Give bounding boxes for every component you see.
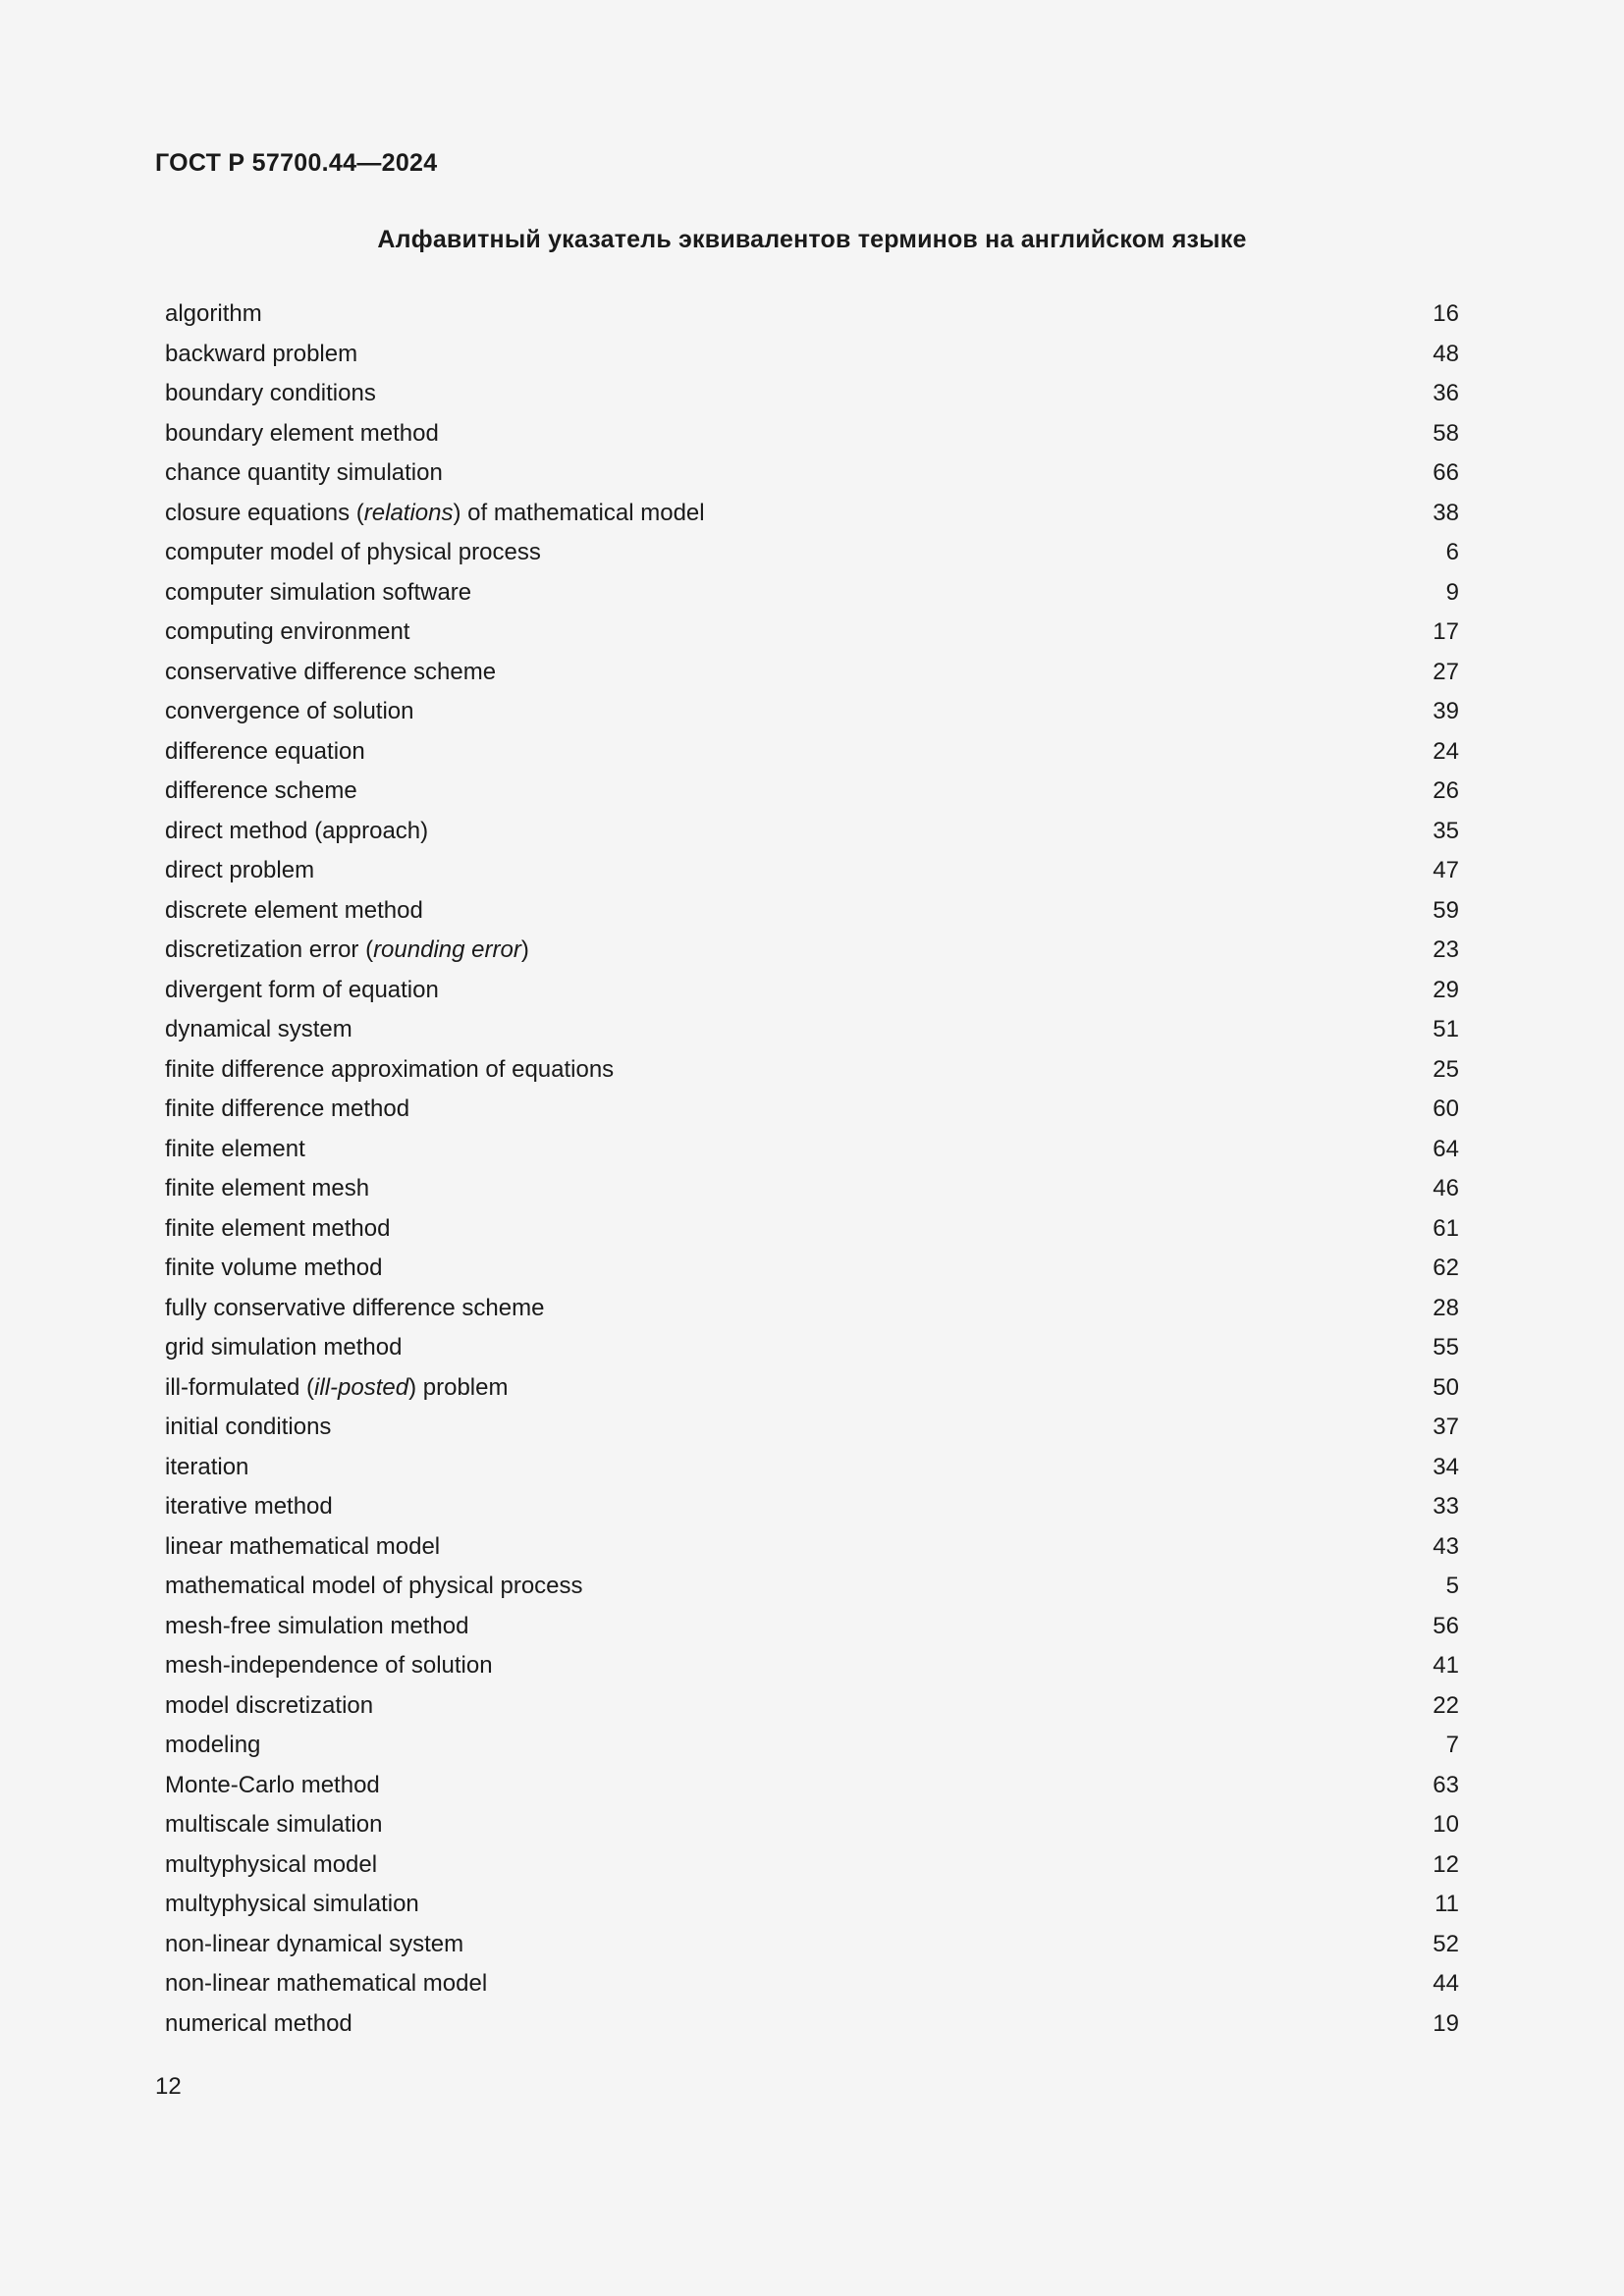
term-part: grid simulation method	[165, 1334, 403, 1361]
term-part: algorithm	[165, 300, 262, 327]
page-number: 12	[155, 2073, 182, 2100]
index-entry	[165, 1771, 1459, 1811]
term-part: computer model of physical process	[165, 539, 541, 565]
index-entry	[165, 776, 1459, 817]
index-entry	[165, 1453, 1459, 1493]
term-part: finite element mesh	[165, 1175, 370, 1201]
index-entry-number: 59	[1433, 896, 1459, 924]
term-italic-part: relations	[363, 499, 454, 526]
index-entry	[165, 1373, 1459, 1414]
index-entry-number: 6	[1445, 539, 1459, 565]
index-entry	[165, 1969, 1459, 2009]
index-entry-number: 48	[1433, 340, 1459, 367]
index-entry-term	[165, 976, 439, 1005]
index-entry-term	[165, 1373, 508, 1403]
index-entry	[165, 499, 1459, 539]
term-part: direct method (approach)	[165, 817, 429, 844]
index-entry-number: 61	[1433, 1214, 1459, 1242]
term-part: multyphysical simulation	[165, 1891, 419, 1917]
index-entry-number: 38	[1433, 499, 1459, 526]
index-entry-term	[165, 817, 428, 846]
index-entry	[165, 935, 1459, 976]
index-entry-term	[165, 1413, 331, 1442]
index-entry-number: 60	[1433, 1095, 1459, 1122]
index-entry	[165, 1095, 1459, 1135]
index-entry	[165, 299, 1459, 340]
index-entry-term	[165, 1333, 402, 1362]
index-entry	[165, 1055, 1459, 1095]
index-entry	[165, 379, 1459, 419]
index-entry-number: 16	[1433, 300, 1459, 327]
term-part: mesh-independence of solution	[165, 1652, 493, 1679]
term-part: numerical method	[165, 2009, 352, 2037]
index-entry-term	[165, 1294, 544, 1323]
term-part: computer simulation software	[165, 578, 472, 606]
index-entry-number: 52	[1433, 1930, 1459, 1957]
term-part: finite element	[165, 1135, 305, 1162]
index-entry-term	[165, 2009, 352, 2039]
index-entry-term	[165, 419, 439, 449]
term-part: mathematical model of physical process	[165, 1573, 583, 1599]
index-entry-term	[165, 1572, 583, 1601]
index-entry	[165, 1930, 1459, 1970]
index-entry-number: 35	[1433, 817, 1459, 844]
index-entry-term	[165, 737, 365, 767]
index-entry-number: 37	[1433, 1414, 1459, 1440]
index-entry-number: 22	[1433, 1691, 1459, 1719]
term-part: linear mathematical model	[165, 1532, 441, 1560]
term-part: iteration	[165, 1453, 249, 1480]
term-part: boundary element method	[165, 419, 439, 447]
term-part: iterative method	[165, 1493, 333, 1520]
index-entry-term	[165, 1850, 377, 1880]
index-entry-number: 43	[1433, 1532, 1459, 1560]
index-entry	[165, 1691, 1459, 1732]
index-entry	[165, 340, 1459, 380]
index-entry-number: 27	[1433, 658, 1459, 685]
index-entry-term	[165, 340, 357, 369]
index-entry-term	[165, 1055, 614, 1085]
index-entry-term	[165, 1492, 333, 1522]
term-part: finite element method	[165, 1214, 391, 1242]
index-entry	[165, 1810, 1459, 1850]
index-entry-term	[165, 1095, 409, 1124]
term-part: divergent form of equation	[165, 976, 439, 1003]
index-entry-number: 51	[1433, 1016, 1459, 1042]
index-entry	[165, 1333, 1459, 1373]
index-entry-term	[165, 1731, 260, 1760]
term-part: conservative difference scheme	[165, 658, 497, 685]
index-entry-number: 23	[1433, 936, 1459, 963]
index-entry	[165, 976, 1459, 1016]
term-part: backward problem	[165, 340, 358, 367]
index-entry-number: 11	[1435, 1891, 1459, 1917]
term-part: chance quantity simulation	[165, 459, 443, 486]
index-entry-term	[165, 1771, 380, 1800]
index-entry-term	[165, 1890, 419, 1919]
index-entry-number: 19	[1433, 2009, 1459, 2037]
index-entry-number: 5	[1445, 1573, 1459, 1599]
index-entry-term	[165, 697, 414, 726]
index-entry-term	[165, 1651, 493, 1681]
index-entry-number: 64	[1433, 1135, 1459, 1162]
term-part: closure equations (	[165, 499, 364, 526]
index-entry	[165, 1015, 1459, 1055]
index-entry-number: 34	[1433, 1453, 1459, 1480]
term-italic-part: rounding error	[373, 936, 521, 963]
index-entry	[165, 1294, 1459, 1334]
term-part: model discretization	[165, 1691, 374, 1719]
standard-header: ГОСТ Р 57700.44—2024	[155, 149, 438, 177]
index-entry	[165, 1254, 1459, 1294]
index-entry	[165, 1492, 1459, 1532]
term-part: multiscale simulation	[165, 1811, 383, 1838]
index-entry	[165, 458, 1459, 499]
index-entry-number: 41	[1433, 1652, 1459, 1679]
index-entry	[165, 896, 1459, 936]
index-entry-number: 26	[1433, 777, 1459, 804]
index-entry	[165, 1890, 1459, 1930]
index-entry-number: 10	[1433, 1811, 1459, 1838]
index-entry-list	[165, 299, 1459, 2049]
term-part: difference scheme	[165, 777, 357, 804]
term-part: non-linear dynamical system	[165, 1930, 464, 1957]
index-entry-number: 29	[1433, 976, 1459, 1003]
index-entry-number: 62	[1433, 1255, 1459, 1281]
index-entry-term	[165, 538, 541, 567]
index-entry-term	[165, 935, 529, 965]
index-entry-number: 50	[1433, 1373, 1459, 1401]
index-entry-term	[165, 856, 314, 885]
index-entry-term	[165, 1214, 390, 1244]
term-part: fully conservative difference scheme	[165, 1294, 545, 1321]
index-entry	[165, 2009, 1459, 2050]
index-entry-number: 25	[1433, 1055, 1459, 1083]
index-entry-number: 55	[1433, 1334, 1459, 1361]
index-entry	[165, 658, 1459, 698]
index-entry-term	[165, 617, 409, 647]
term-part: convergence of solution	[165, 698, 414, 724]
index-entry	[165, 1174, 1459, 1214]
index-entry	[165, 1731, 1459, 1771]
term-part: finite volume method	[165, 1255, 383, 1281]
term-part: initial conditions	[165, 1414, 332, 1440]
index-entry	[165, 817, 1459, 857]
index-entry	[165, 538, 1459, 578]
index-entry-term	[165, 499, 705, 528]
term-part: difference equation	[165, 737, 365, 765]
index-entry-number: 58	[1433, 419, 1459, 447]
term-part: finite difference approximation of equations	[165, 1055, 615, 1083]
term-part: ) of mathematical model	[453, 499, 705, 526]
index-entry-term	[165, 1174, 369, 1203]
index-entry-number: 66	[1433, 459, 1459, 486]
index-entry-term	[165, 1015, 352, 1044]
index-entry	[165, 1532, 1459, 1573]
index-entry-term	[165, 1135, 305, 1164]
index-entry-term	[165, 299, 262, 329]
index-entry-number: 9	[1445, 578, 1459, 606]
index-entry-term	[165, 1254, 382, 1283]
index-entry-term	[165, 1810, 382, 1840]
index-entry-number: 33	[1433, 1493, 1459, 1520]
index-entry-number: 47	[1433, 857, 1459, 883]
index-entry-term	[165, 1969, 487, 1999]
term-part: direct problem	[165, 857, 315, 883]
index-entry-term	[165, 1930, 463, 1959]
term-part: discrete element method	[165, 896, 423, 924]
index-entry-term	[165, 1691, 373, 1721]
index-entry-number: 63	[1433, 1771, 1459, 1798]
term-part: finite difference method	[165, 1095, 410, 1122]
index-entry-number: 44	[1433, 1970, 1459, 1997]
index-entry-number: 7	[1445, 1732, 1459, 1758]
index-entry-number: 36	[1433, 380, 1459, 406]
index-entry	[165, 1214, 1459, 1255]
index-entry	[165, 419, 1459, 459]
term-part: ) problem	[408, 1373, 509, 1401]
index-title: Алфавитный указатель эквивалентов терминов на английском языке	[377, 226, 1247, 253]
index-entry-number: 46	[1433, 1175, 1459, 1201]
index-entry	[165, 697, 1459, 737]
index-entry	[165, 737, 1459, 777]
term-part: mesh-free simulation method	[165, 1612, 469, 1639]
index-entry-term	[165, 1612, 468, 1641]
index-entry-term	[165, 379, 376, 408]
term-part: ill-formulated (	[165, 1373, 315, 1401]
index-entry-term	[165, 1453, 248, 1482]
index-entry	[165, 578, 1459, 618]
term-part: dynamical system	[165, 1016, 352, 1042]
index-entry-term	[165, 1532, 440, 1562]
term-part: modeling	[165, 1732, 261, 1758]
index-entry-term	[165, 776, 357, 806]
index-entry-number: 24	[1433, 737, 1459, 765]
index-entry-number: 39	[1433, 698, 1459, 724]
index-entry-term	[165, 578, 471, 608]
index-entry	[165, 1612, 1459, 1652]
index-entry-number: 56	[1433, 1612, 1459, 1639]
term-italic-part: ill-posted	[314, 1373, 409, 1401]
index-entry-term	[165, 658, 496, 687]
index-entry-term	[165, 896, 423, 926]
term-part: )	[520, 936, 529, 963]
term-part: computing environment	[165, 618, 410, 645]
index-entry	[165, 1572, 1459, 1612]
term-part: boundary conditions	[165, 380, 376, 406]
index-entry	[165, 1135, 1459, 1175]
index-entry	[165, 617, 1459, 658]
index-entry	[165, 1651, 1459, 1691]
index-entry-number: 17	[1433, 618, 1459, 645]
term-part: multyphysical model	[165, 1850, 378, 1878]
index-entry-number: 28	[1433, 1294, 1459, 1321]
term-part: non-linear mathematical model	[165, 1970, 488, 1997]
term-part: discretization error (	[165, 936, 374, 963]
index-entry-term	[165, 458, 443, 488]
term-part: Monte-Carlo method	[165, 1771, 380, 1798]
index-entry	[165, 1850, 1459, 1891]
index-entry-number: 12	[1433, 1850, 1459, 1878]
index-entry	[165, 1413, 1459, 1453]
index-entry	[165, 856, 1459, 896]
